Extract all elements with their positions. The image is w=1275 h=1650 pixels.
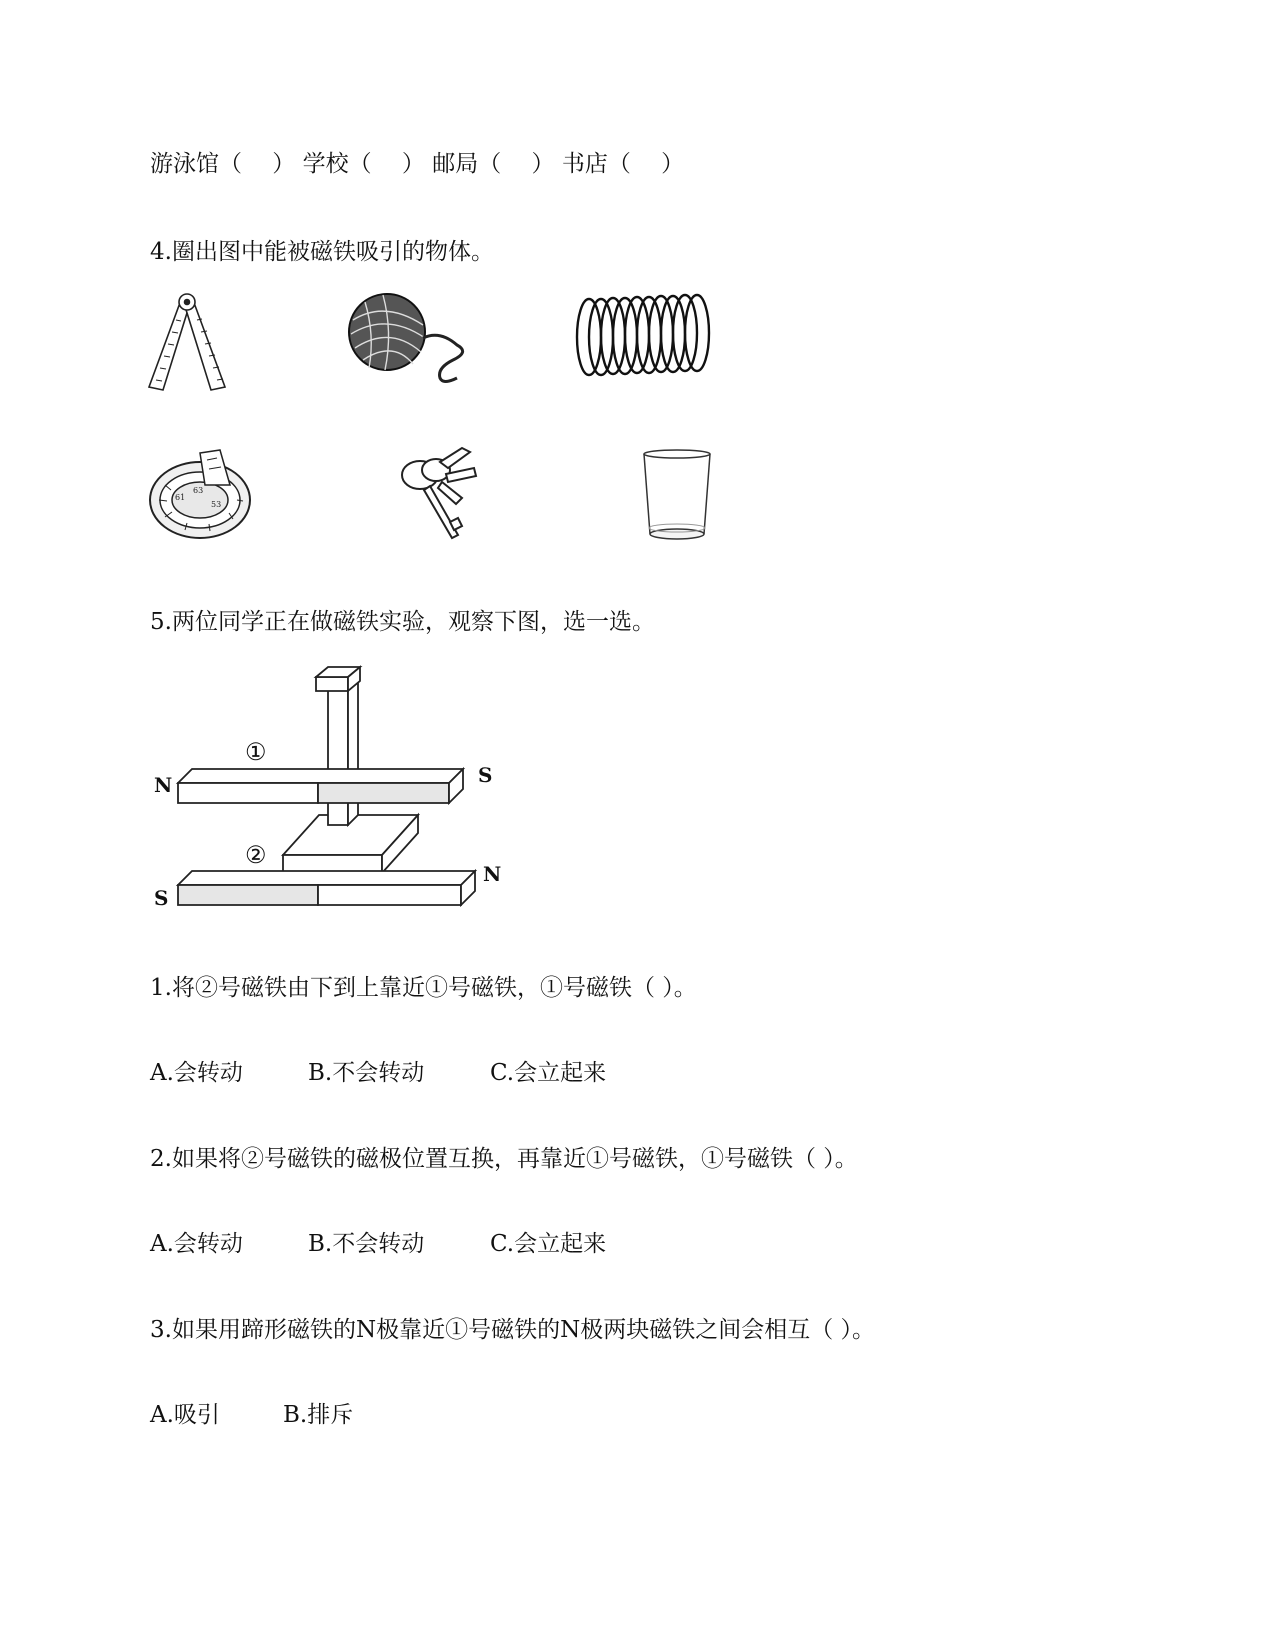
magnet-1-right-pole: S xyxy=(478,763,493,787)
sub-question-2: 2.如果将②号磁铁的磁极位置互换，再靠近①号磁铁，①号磁铁（ ）。 xyxy=(150,1146,858,1172)
sub-question-1: 1.将②号磁铁由下到上靠近①号磁铁，①号磁铁（ ）。 xyxy=(150,975,697,1001)
magnet-2-label: ② xyxy=(245,841,267,869)
question-4-title: 4.圈出图中能被磁铁吸引的物体。 xyxy=(150,239,494,265)
magnet-1-label: ① xyxy=(245,738,267,766)
sub2-option-c: C.会立起来 xyxy=(490,1231,607,1257)
folding-ruler-icon xyxy=(145,290,230,395)
keys-icon xyxy=(392,440,487,545)
sub3-option-b: B.排斥 xyxy=(283,1402,354,1428)
yarn-ball-icon xyxy=(345,290,485,390)
magnet-2-left-pole: S xyxy=(154,886,169,910)
sub1-option-b: B.不会转动 xyxy=(308,1060,425,1086)
svg-text:53: 53 xyxy=(211,500,222,509)
sub2-option-b: B.不会转动 xyxy=(308,1231,425,1257)
svg-text:63: 63 xyxy=(193,486,204,495)
sub1-option-a: A.会转动 xyxy=(150,1060,243,1086)
sub2-option-a: A.会转动 xyxy=(150,1231,243,1257)
glass-cup-icon xyxy=(640,448,715,543)
places-answer-line: 游泳馆（ ） 学校（ ） 邮局（ ） 书店（ ） xyxy=(150,151,685,177)
spring-icon xyxy=(575,285,720,390)
tape-measure-icon xyxy=(145,445,255,545)
sub-question-3: 3.如果用蹄形磁铁的N极靠近①号磁铁的N极两块磁铁之间会相互（ ）。 xyxy=(150,1317,876,1343)
magnet-experiment-figure xyxy=(148,655,523,930)
sub3-option-a: A.吸引 xyxy=(150,1402,220,1428)
question-5-title: 5.两位同学正在做磁铁实验，观察下图，选一选。 xyxy=(150,609,655,635)
svg-text:61: 61 xyxy=(175,493,186,502)
magnet-2-right-pole: N xyxy=(483,862,502,886)
sub1-option-c: C.会立起来 xyxy=(490,1060,607,1086)
magnet-1-left-pole: N xyxy=(154,773,173,797)
